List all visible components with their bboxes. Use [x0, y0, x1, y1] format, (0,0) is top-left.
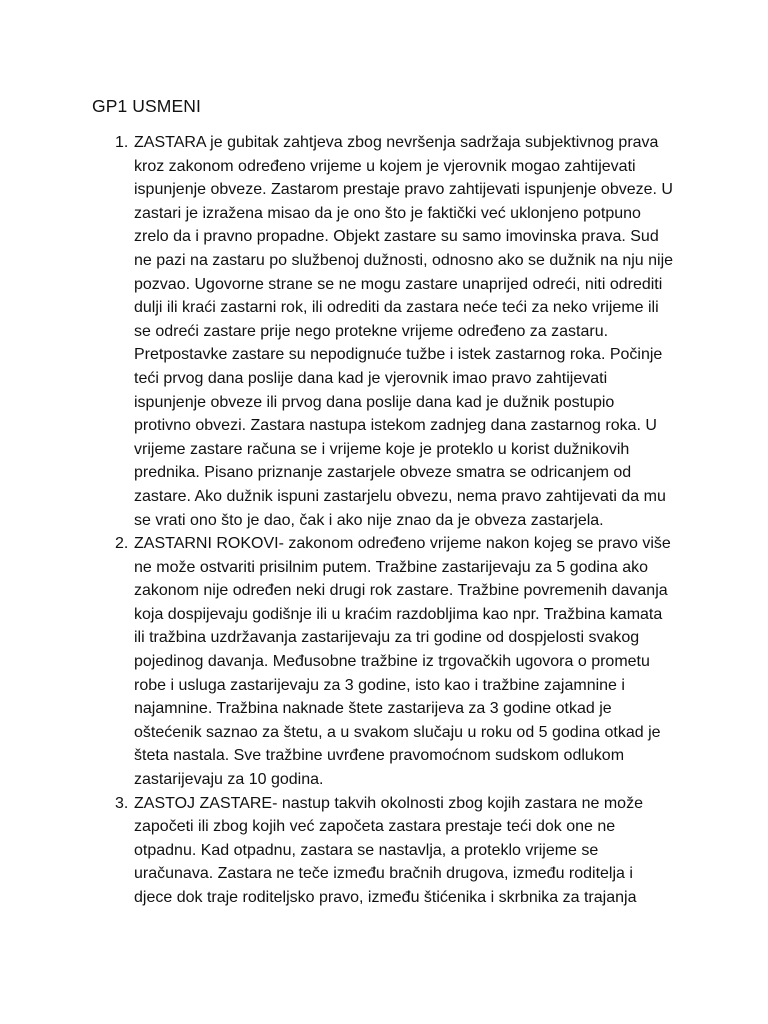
- text-line: ZASTOJ ZASTARE- nastup takvih okolnosti zbog kojih zastara ne može: [134, 794, 643, 812]
- list-item-number: 1.: [115, 134, 129, 151]
- text-line: ili tražbina uzdržavanja zastarijevaju za tri godine od dospjelosti svakog: [134, 629, 640, 647]
- list-item-3: [0, 792, 768, 910]
- text-line: kroz zakonom određeno vrijeme u kojem je vjerovnik mogao zahtijevati: [134, 157, 636, 175]
- text-line: najamnine. Tražbina naknade štete zastarijeva za 3 godine otkad je: [134, 700, 612, 718]
- text-line: zrelo da i pravno propadne. Objekt zastare su samo imovinska prava. Sud: [134, 228, 659, 246]
- text-line: se vrati ono što je dao, čak i ako nije znao da je obveza zastarjela.: [134, 511, 604, 529]
- text-line: ispunjenje obveze. Zastarom prestaje pravo zahtijevati ispunjenje obveze. U: [134, 181, 673, 199]
- text-line: pozvao. Ugovorne strane se ne mogu zastare unaprijed odreći, niti odrediti: [134, 275, 663, 293]
- text-line: otpadnu. Kad otpadnu, zastara se nastavlja, a proteklo vrijeme se: [134, 841, 599, 859]
- text-line: ne pazi na zastaru po službenoj dužnosti, odnosno ako se dužnik na nju nije: [134, 251, 674, 269]
- text-line: Pretpostavke zastare su nepodignuće tužbe i istek zastarnog roka. Počinje: [134, 346, 663, 364]
- text-line: robe i usluga zastarijevaju za 3 godine, isto kao i tražbine zajamnine i: [134, 676, 625, 694]
- list-item-2: [0, 532, 768, 792]
- text-line: se odreći zastare prije nego protekne vrijeme određeno za zastaru.: [134, 322, 609, 340]
- text-line: zastari je izražena misao da je ono što je faktički već uklonjeno potpuno: [134, 204, 641, 222]
- text-line: uračunava. Zastara ne teče između bračnih drugova, između roditelja i: [134, 865, 633, 883]
- text-line: ZASTARNI ROKOVI- zakonom određeno vrijeme nakon kojeg se pravo više: [134, 535, 671, 553]
- text-line: teći prvog dana poslije dana kad je vjerovnik imao pravo zahtijevati: [134, 369, 608, 387]
- text-line: ispunjenje obveze ili prvog dana poslije dana kad je dužnik postupio: [134, 393, 615, 411]
- text-line: zakonom nije određen neki drugi rok zastare. Tražbine povremenih davanja: [134, 582, 668, 600]
- list-item-number: 2.: [115, 535, 129, 553]
- list-item-1: [0, 131, 768, 532]
- text-line: zastarijevaju za 10 godina.: [134, 771, 324, 789]
- text-line: koja dospijevaju godišnje ili u kraćim razdobljima kao npr. Tražbina kamata: [134, 605, 663, 623]
- text-line: ZASTARA je gubitak zahtjeva zbog nevršenja sadržaja subjektivnog prava: [134, 134, 659, 151]
- text-line: zastare. Ako dužnik ispuni zastarjelu obvezu, nema pravo zahtijevati da mu: [134, 487, 666, 505]
- text-line: protivno obvezi. Zastara nastupa istekom zadnjeg dana zastarnog roka. U: [134, 417, 657, 435]
- text-line: dulji ili kraći zastarni rok, ili odrediti da zastara neće teći za neko vrijeme ili: [134, 299, 659, 317]
- list-item-number: 3.: [115, 794, 129, 812]
- text-line: vrijeme zastare računa se i vrijeme koje je proteklo u korist dužnikovih: [134, 440, 630, 458]
- text-line: ne može ostvariti prisilnim putem. Tražbine zastarijevaju za 5 godina ako: [134, 558, 649, 576]
- document-title: GP1 USMENI: [92, 96, 201, 116]
- text-line: šteta nastala. Sve tražbine uvrđene pravomoćnom sudskom odlukom: [134, 747, 625, 765]
- text-line: započeti ili zbog kojih već započeta zastara prestaje teći dok one ne: [134, 818, 616, 836]
- text-line: oštećenik saznao za štetu, a u svakom slučaju u roku od 5 godina otkad je: [134, 723, 661, 741]
- numbered-list: [0, 131, 768, 910]
- text-line: djece dok traje roditeljsko pravo, između štićenika i skrbnika za trajanja: [134, 889, 637, 906]
- text-line: prednika. Pisano priznanje zastarjele obveze smatra se odricanjem od: [134, 464, 632, 482]
- text-line: pojedinog davanja. Međusobne tražbine iz trgovačkih ugovora o prometu: [134, 653, 650, 671]
